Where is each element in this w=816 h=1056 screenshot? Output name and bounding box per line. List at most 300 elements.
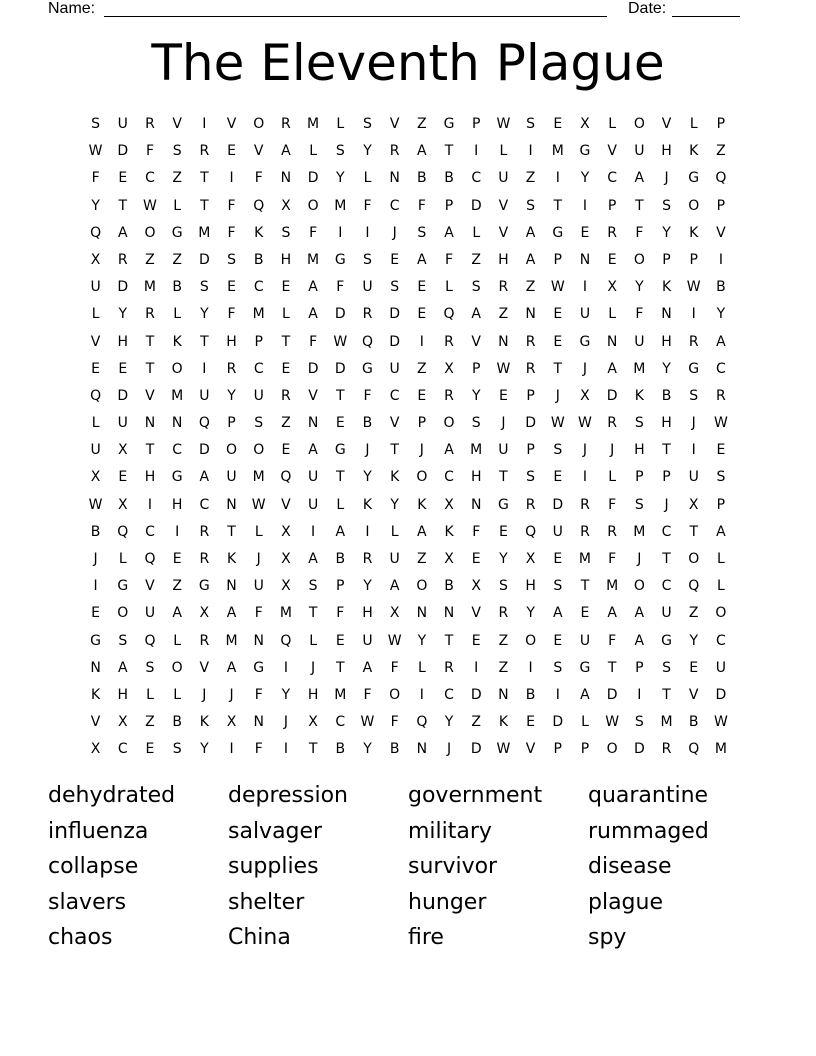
grid-letter[interactable]: J <box>392 224 397 241</box>
grid-letter[interactable]: Q <box>90 224 102 241</box>
grid-letter[interactable]: T <box>662 551 671 567</box>
grid-letter[interactable]: L <box>282 306 290 323</box>
grid-letter[interactable]: D <box>552 714 564 731</box>
grid-letter[interactable]: P <box>662 251 671 268</box>
grid-letter[interactable]: V <box>90 333 101 350</box>
grid-letter[interactable]: R <box>145 306 155 323</box>
grid-letter[interactable]: F <box>635 306 644 323</box>
grid-letter[interactable]: K <box>172 333 182 350</box>
grid-letter[interactable]: T <box>200 333 209 350</box>
grid-letter[interactable]: I <box>365 523 370 540</box>
grid-letter[interactable]: A <box>362 659 373 676</box>
grid-letter[interactable]: A <box>444 224 454 241</box>
grid-letter[interactable]: C <box>117 741 128 758</box>
grid-letter[interactable]: E <box>607 251 617 268</box>
grid-letter[interactable]: Z <box>417 360 427 377</box>
grid-letter[interactable]: A <box>580 686 590 703</box>
grid-letter[interactable]: Z <box>498 306 509 323</box>
grid-letter[interactable]: S <box>662 659 671 676</box>
grid-letter[interactable]: H <box>498 251 509 268</box>
grid-letter[interactable]: R <box>607 415 618 432</box>
grid-letter[interactable]: B <box>525 686 536 703</box>
grid-letter[interactable]: R <box>281 387 291 404</box>
grid-letter[interactable]: B <box>444 170 454 187</box>
grid-letter[interactable]: G <box>579 333 591 350</box>
grid-letter[interactable]: J <box>419 442 424 459</box>
grid-letter[interactable]: K <box>417 496 427 513</box>
grid-letter[interactable]: F <box>363 197 372 214</box>
grid-letter[interactable]: L <box>118 551 127 567</box>
grid-letter[interactable]: F <box>227 224 236 241</box>
grid-letter[interactable]: L <box>499 143 508 160</box>
grid-letter[interactable]: U <box>90 279 101 296</box>
grid-letter[interactable]: Q <box>144 632 156 649</box>
grid-letter[interactable]: D <box>334 306 346 323</box>
grid-letter[interactable]: M <box>143 279 157 296</box>
grid-letter[interactable]: I <box>365 224 370 241</box>
grid-letter[interactable]: O <box>171 360 183 377</box>
grid-letter[interactable]: S <box>172 143 182 160</box>
grid-letter[interactable]: C <box>253 279 264 296</box>
grid-letter[interactable]: H <box>661 143 672 160</box>
grid-letter[interactable]: T <box>308 605 318 622</box>
grid-letter[interactable]: Y <box>363 143 372 160</box>
grid-letter[interactable]: A <box>525 251 536 268</box>
date-blank-line[interactable] <box>672 0 740 17</box>
grid-letter[interactable]: L <box>91 415 100 432</box>
grid-letter[interactable]: X <box>90 741 101 758</box>
grid-letter[interactable]: A <box>389 578 400 595</box>
grid-letter[interactable]: V <box>525 741 536 758</box>
grid-letter[interactable]: R <box>362 306 373 323</box>
grid-letter[interactable]: V <box>661 116 672 132</box>
grid-letter[interactable]: D <box>525 415 536 432</box>
grid-letter[interactable]: X <box>117 714 128 731</box>
grid-letter[interactable]: A <box>716 523 726 540</box>
grid-letter[interactable]: G <box>334 442 346 459</box>
grid-letter[interactable]: M <box>470 442 483 459</box>
grid-letter[interactable]: G <box>90 632 102 649</box>
grid-letter[interactable]: V <box>90 714 101 731</box>
grid-letter[interactable]: A <box>199 469 210 486</box>
grid-letter[interactable]: A <box>444 442 454 459</box>
grid-letter[interactable]: V <box>389 415 400 432</box>
grid-letter[interactable]: U <box>634 143 645 160</box>
grid-letter[interactable]: R <box>580 523 590 540</box>
grid-letter[interactable]: Z <box>471 251 482 268</box>
grid-letter[interactable]: G <box>117 578 129 595</box>
grid-letter[interactable]: S <box>526 116 536 132</box>
grid-letter[interactable]: U <box>579 632 591 649</box>
grid-letter[interactable]: U <box>253 578 264 595</box>
grid-letter[interactable]: F <box>309 224 318 241</box>
grid-letter[interactable]: T <box>308 741 318 758</box>
grid-letter[interactable]: E <box>417 306 427 323</box>
grid-letter[interactable]: E <box>281 360 291 377</box>
grid-letter[interactable]: N <box>661 306 672 323</box>
grid-letter[interactable]: O <box>633 578 645 595</box>
grid-letter[interactable]: F <box>417 197 426 214</box>
grid-letter[interactable]: I <box>147 496 153 513</box>
grid-letter[interactable]: F <box>145 143 154 160</box>
grid-letter[interactable]: F <box>254 170 263 187</box>
grid-letter[interactable]: S <box>716 469 726 486</box>
grid-letter[interactable]: C <box>389 197 400 214</box>
grid-letter[interactable]: K <box>199 714 209 731</box>
grid-letter[interactable]: X <box>226 714 237 731</box>
grid-letter[interactable]: V <box>498 197 509 214</box>
grid-letter[interactable]: O <box>253 116 265 132</box>
grid-letter[interactable]: M <box>307 116 320 132</box>
grid-letter[interactable]: A <box>552 605 563 622</box>
grid-letter[interactable]: E <box>526 714 536 731</box>
grid-letter[interactable]: E <box>91 360 101 377</box>
grid-letter[interactable]: X <box>607 279 617 296</box>
grid-letter[interactable]: E <box>471 632 481 649</box>
grid-letter[interactable]: N <box>307 415 319 432</box>
grid-letter[interactable]: U <box>226 469 237 486</box>
grid-letter[interactable]: S <box>634 415 644 432</box>
grid-letter[interactable]: A <box>525 224 536 241</box>
grid-letter[interactable]: T <box>145 333 155 350</box>
grid-letter[interactable]: S <box>145 659 155 676</box>
grid-letter[interactable]: H <box>226 333 237 350</box>
grid-letter[interactable]: S <box>335 143 345 160</box>
grid-letter[interactable]: C <box>607 170 618 187</box>
grid-letter[interactable]: I <box>419 333 424 350</box>
grid-letter[interactable]: H <box>307 686 319 703</box>
grid-letter[interactable]: H <box>470 469 482 486</box>
grid-letter[interactable]: J <box>501 415 506 432</box>
grid-letter[interactable]: M <box>633 360 646 377</box>
grid-letter[interactable]: Y <box>200 741 209 758</box>
grid-letter[interactable]: M <box>334 686 347 703</box>
grid-letter[interactable]: P <box>580 741 590 758</box>
grid-letter[interactable]: V <box>389 116 400 132</box>
grid-letter[interactable]: W <box>686 279 701 296</box>
grid-letter[interactable]: Q <box>117 523 129 540</box>
grid-letter[interactable]: R <box>226 360 237 377</box>
grid-letter[interactable]: W <box>88 496 103 513</box>
grid-letter[interactable]: P <box>336 578 345 595</box>
grid-letter[interactable]: W <box>387 632 402 649</box>
grid-letter[interactable]: G <box>198 578 210 595</box>
grid-letter[interactable]: H <box>634 442 645 459</box>
grid-letter[interactable]: D <box>307 360 319 377</box>
grid-letter[interactable]: M <box>606 578 619 595</box>
grid-letter[interactable]: J <box>582 360 588 377</box>
grid-letter[interactable]: Y <box>635 279 644 296</box>
grid-letter[interactable]: M <box>198 224 211 241</box>
grid-letter[interactable]: Y <box>716 306 726 323</box>
grid-letter[interactable]: U <box>715 659 727 676</box>
grid-letter[interactable]: N <box>280 170 292 187</box>
grid-letter[interactable]: Z <box>525 279 536 296</box>
grid-letter[interactable]: U <box>253 387 264 404</box>
grid-letter[interactable]: A <box>117 224 128 241</box>
grid-letter[interactable]: I <box>419 686 424 703</box>
grid-letter[interactable]: B <box>417 170 427 187</box>
grid-letter[interactable]: B <box>444 578 454 595</box>
grid-letter[interactable]: K <box>444 523 454 540</box>
grid-letter[interactable]: K <box>661 279 672 296</box>
grid-letter[interactable]: S <box>526 197 536 214</box>
grid-letter[interactable]: O <box>688 197 700 214</box>
grid-letter[interactable]: S <box>634 496 644 513</box>
grid-letter[interactable]: E <box>471 551 481 567</box>
grid-letter[interactable]: Z <box>716 143 726 160</box>
grid-letter[interactable]: C <box>253 360 264 377</box>
grid-letter[interactable]: P <box>553 251 562 268</box>
grid-letter[interactable]: T <box>281 333 291 350</box>
grid-letter[interactable]: A <box>607 605 617 622</box>
grid-letter[interactable]: R <box>688 333 699 350</box>
grid-letter[interactable]: U <box>498 170 509 187</box>
grid-letter[interactable]: A <box>417 251 427 268</box>
grid-letter[interactable]: I <box>202 116 207 132</box>
grid-letter[interactable]: H <box>280 251 292 268</box>
grid-letter[interactable]: L <box>417 659 426 676</box>
grid-letter[interactable]: U <box>389 360 400 377</box>
grid-letter[interactable]: P <box>662 469 671 486</box>
grid-letter[interactable]: E <box>553 469 563 486</box>
grid-letter[interactable]: R <box>199 551 210 567</box>
grid-letter[interactable]: V <box>471 333 481 350</box>
grid-letter[interactable]: R <box>444 333 454 350</box>
grid-letter[interactable]: P <box>716 197 726 214</box>
grid-letter[interactable]: C <box>471 170 482 187</box>
grid-letter[interactable]: Z <box>281 415 291 432</box>
grid-letter[interactable]: F <box>336 279 345 296</box>
grid-letter[interactable]: H <box>362 605 373 622</box>
grid-letter[interactable]: X <box>117 496 128 513</box>
grid-letter[interactable]: J <box>256 551 261 567</box>
grid-letter[interactable]: C <box>444 469 454 486</box>
grid-letter[interactable]: B <box>661 387 672 404</box>
grid-letter[interactable]: J <box>610 442 615 459</box>
grid-letter[interactable]: W <box>713 415 728 432</box>
grid-letter[interactable]: Q <box>90 387 102 404</box>
grid-letter[interactable]: W <box>550 415 565 432</box>
grid-letter[interactable]: E <box>580 224 590 241</box>
grid-letter[interactable]: S <box>526 469 536 486</box>
grid-letter[interactable]: Z <box>172 578 182 595</box>
grid-letter[interactable]: R <box>444 659 454 676</box>
grid-letter[interactable]: S <box>471 279 481 296</box>
grid-letter[interactable]: T <box>444 632 454 649</box>
grid-letter[interactable]: V <box>308 387 318 404</box>
grid-letter[interactable]: V <box>253 143 264 160</box>
grid-letter[interactable]: Z <box>498 632 509 649</box>
grid-letter[interactable]: G <box>334 251 346 268</box>
grid-letter[interactable]: J <box>446 741 452 758</box>
grid-letter[interactable]: H <box>117 333 129 350</box>
grid-letter[interactable]: E <box>716 442 726 459</box>
grid-letter[interactable]: E <box>553 306 563 323</box>
grid-letter[interactable]: A <box>172 605 182 622</box>
grid-letter[interactable]: E <box>498 387 508 404</box>
grid-letter[interactable]: R <box>580 496 590 513</box>
grid-letter[interactable]: E <box>498 523 508 540</box>
grid-letter[interactable]: N <box>389 170 400 187</box>
grid-letter[interactable]: E <box>281 279 291 296</box>
grid-letter[interactable]: R <box>199 632 210 649</box>
grid-letter[interactable]: S <box>417 224 427 241</box>
grid-letter[interactable]: I <box>283 741 288 758</box>
grid-letter[interactable]: B <box>362 415 373 432</box>
grid-letter[interactable]: C <box>145 523 155 540</box>
grid-letter[interactable]: R <box>199 143 210 160</box>
grid-letter[interactable]: N <box>470 496 482 513</box>
grid-letter[interactable]: J <box>691 415 696 432</box>
grid-letter[interactable]: B <box>253 251 264 268</box>
grid-letter[interactable]: T <box>499 469 508 486</box>
grid-letter[interactable]: T <box>118 197 128 214</box>
grid-letter[interactable]: T <box>607 659 617 676</box>
grid-letter[interactable]: W <box>713 714 728 731</box>
grid-letter[interactable]: D <box>389 306 401 323</box>
grid-letter[interactable]: S <box>553 659 563 676</box>
grid-letter[interactable]: Z <box>145 714 155 731</box>
grid-letter[interactable]: U <box>117 415 128 432</box>
grid-letter[interactable]: T <box>145 360 155 377</box>
grid-letter[interactable]: E <box>172 551 182 567</box>
grid-letter[interactable]: Q <box>688 578 700 595</box>
grid-letter[interactable]: Q <box>144 551 156 567</box>
grid-letter[interactable]: R <box>145 116 155 132</box>
grid-letter[interactable]: A <box>117 659 128 676</box>
grid-letter[interactable]: F <box>635 224 644 241</box>
grid-letter[interactable]: J <box>229 686 234 703</box>
grid-letter[interactable]: D <box>334 360 346 377</box>
grid-letter[interactable]: R <box>281 116 291 132</box>
grid-letter[interactable]: I <box>582 469 588 486</box>
grid-letter[interactable]: H <box>144 469 156 486</box>
grid-letter[interactable]: I <box>718 251 723 268</box>
grid-letter[interactable]: D <box>715 686 727 703</box>
grid-letter[interactable]: H <box>661 415 672 432</box>
grid-letter[interactable]: X <box>308 714 318 731</box>
grid-letter[interactable]: T <box>145 442 155 459</box>
grid-letter[interactable]: N <box>606 333 618 350</box>
grid-letter[interactable]: M <box>578 551 592 567</box>
grid-letter[interactable]: W <box>143 197 157 214</box>
grid-letter[interactable]: T <box>336 387 345 404</box>
grid-letter[interactable]: U <box>661 605 672 622</box>
grid-letter[interactable]: O <box>633 116 645 132</box>
grid-letter[interactable]: Z <box>525 170 536 187</box>
grid-letter[interactable]: V <box>145 578 155 595</box>
grid-letter[interactable]: Y <box>281 686 291 703</box>
grid-letter[interactable]: I <box>637 686 642 703</box>
grid-letter[interactable]: W <box>578 415 592 432</box>
grid-letter[interactable]: R <box>525 496 536 513</box>
grid-letter[interactable]: X <box>281 578 291 595</box>
grid-letter[interactable]: I <box>474 143 479 160</box>
grid-letter[interactable]: M <box>633 523 646 540</box>
grid-letter[interactable]: D <box>470 197 482 214</box>
grid-letter[interactable]: O <box>633 251 645 268</box>
grid-letter[interactable]: M <box>714 741 727 758</box>
grid-letter[interactable]: T <box>553 360 563 377</box>
grid-letter[interactable]: F <box>254 741 263 758</box>
grid-letter[interactable]: G <box>688 360 700 377</box>
grid-letter[interactable]: L <box>173 686 182 703</box>
grid-letter[interactable]: A <box>308 279 318 296</box>
grid-letter[interactable]: F <box>254 605 263 622</box>
grid-letter[interactable]: H <box>661 333 672 350</box>
grid-letter[interactable]: E <box>118 170 128 187</box>
grid-letter[interactable]: Q <box>253 197 265 214</box>
grid-letter[interactable]: N <box>443 605 455 622</box>
grid-letter[interactable]: R <box>498 605 509 622</box>
grid-letter[interactable]: A <box>281 143 291 160</box>
grid-letter[interactable]: X <box>90 469 101 486</box>
grid-letter[interactable]: N <box>90 659 101 676</box>
grid-letter[interactable]: A <box>634 632 645 649</box>
grid-letter[interactable]: Q <box>198 415 210 432</box>
grid-letter[interactable]: T <box>553 197 563 214</box>
grid-letter[interactable]: L <box>608 306 617 323</box>
grid-letter[interactable]: L <box>173 632 182 649</box>
grid-letter[interactable]: Q <box>525 523 537 540</box>
grid-letter[interactable]: M <box>551 143 564 160</box>
grid-letter[interactable]: E <box>335 632 345 649</box>
grid-letter[interactable]: F <box>336 605 345 622</box>
grid-letter[interactable]: Q <box>280 469 292 486</box>
grid-letter[interactable]: P <box>227 415 236 432</box>
grid-letter[interactable]: N <box>498 686 509 703</box>
name-blank-line[interactable] <box>104 0 607 17</box>
grid-letter[interactable]: F <box>390 714 399 731</box>
grid-letter[interactable]: E <box>91 605 101 622</box>
grid-letter[interactable]: I <box>229 741 234 758</box>
grid-letter[interactable]: O <box>688 551 700 567</box>
grid-letter[interactable]: U <box>362 279 373 296</box>
grid-letter[interactable]: G <box>552 224 564 241</box>
grid-letter[interactable]: P <box>716 496 726 513</box>
grid-letter[interactable]: K <box>689 143 699 160</box>
grid-letter[interactable]: C <box>389 387 400 404</box>
grid-letter[interactable]: Y <box>471 387 481 404</box>
grid-letter[interactable]: X <box>580 387 590 404</box>
grid-letter[interactable]: P <box>444 197 454 214</box>
grid-letter[interactable]: S <box>199 279 209 296</box>
grid-letter[interactable]: S <box>91 116 101 132</box>
grid-letter[interactable]: P <box>553 741 562 758</box>
grid-letter[interactable]: C <box>199 496 210 513</box>
grid-letter[interactable]: E <box>553 551 563 567</box>
grid-letter[interactable]: D <box>117 387 129 404</box>
grid-letter[interactable]: R <box>389 143 400 160</box>
grid-letter[interactable]: U <box>90 442 101 459</box>
grid-letter[interactable]: M <box>334 197 347 214</box>
grid-letter[interactable]: T <box>336 659 345 676</box>
grid-letter[interactable]: V <box>226 116 237 132</box>
grid-letter[interactable]: D <box>606 387 618 404</box>
grid-letter[interactable]: S <box>172 741 182 758</box>
grid-letter[interactable]: A <box>417 143 427 160</box>
grid-letter[interactable]: R <box>199 523 210 540</box>
grid-letter[interactable]: Y <box>580 170 590 187</box>
grid-letter[interactable]: U <box>307 496 319 513</box>
grid-letter[interactable]: D <box>117 279 129 296</box>
grid-letter[interactable]: P <box>526 442 535 459</box>
grid-letter[interactable]: E <box>553 116 563 132</box>
grid-letter[interactable]: D <box>633 741 645 758</box>
grid-letter[interactable]: I <box>582 279 588 296</box>
grid-letter[interactable]: R <box>525 360 536 377</box>
